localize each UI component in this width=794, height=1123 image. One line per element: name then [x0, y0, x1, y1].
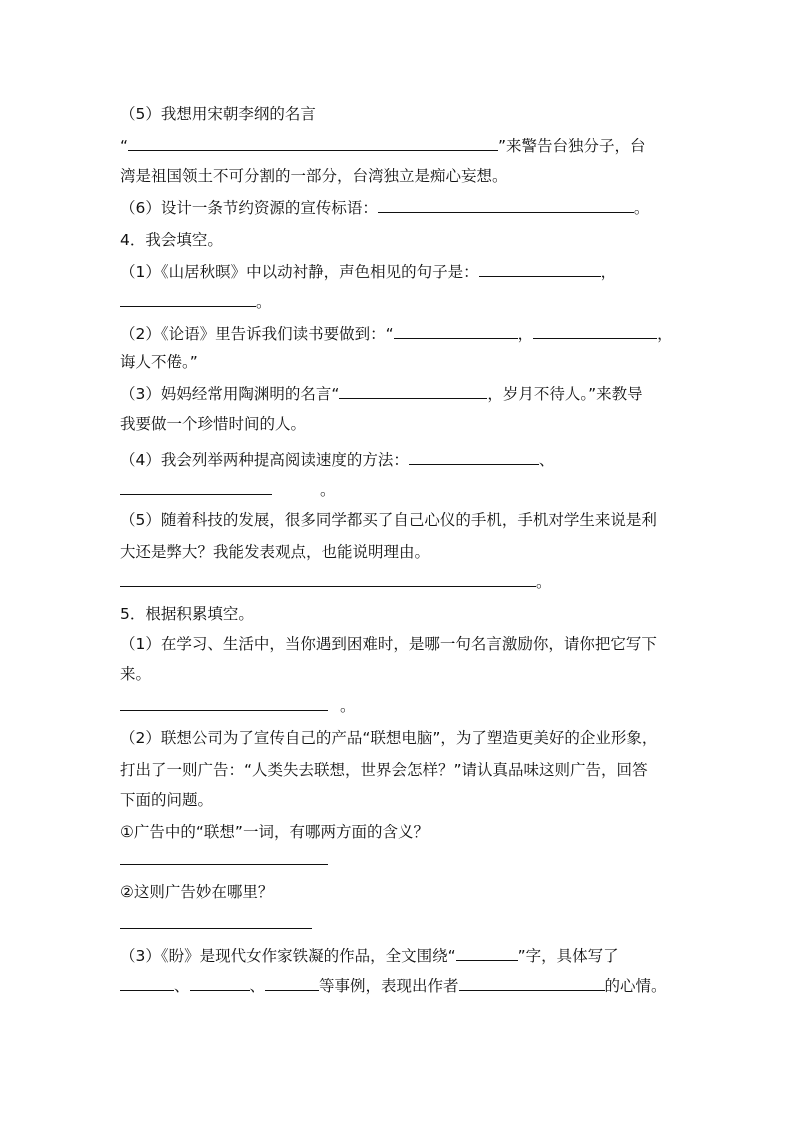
q4-p2-comma2: ， — [657, 325, 673, 343]
answer-blank[interactable] — [120, 696, 328, 711]
q5-p3-mid: 等事例，表现出作者 — [319, 977, 459, 995]
answer-blank[interactable] — [378, 198, 634, 213]
q4-p5-cont: 大还是弊大？我能发表观点，也能说明理由。 — [120, 543, 431, 561]
q3-p6-line — [120, 198, 649, 218]
q5-p2-cont2: 下面的问题。 — [120, 791, 214, 809]
q4-p4-sep: 、 — [538, 451, 555, 469]
q4-p3-after: ，岁月不待人。”来教导 — [487, 385, 643, 403]
q5-p3-end: 的心情。 — [604, 977, 667, 995]
q3-p5-cont: 湾是祖国领土不可分割的一部分，台湾独立是痴心妄想。 — [120, 167, 508, 185]
answer-blank[interactable] — [120, 976, 174, 991]
q5-heading: 5．根据积累填空。 — [120, 605, 254, 623]
answer-blank[interactable] — [409, 450, 539, 465]
q5-p3-sep1: 、 — [174, 977, 190, 995]
answer-blank[interactable] — [120, 572, 536, 587]
q5-p1-end: 。 — [340, 697, 356, 715]
q3-p5-label: （5）我想用宋朝李纲的名言 — [120, 105, 316, 123]
q4-p1-line — [120, 262, 616, 282]
answer-blank[interactable] — [479, 262, 601, 277]
q4-heading: 4．我会填空。 — [120, 231, 223, 249]
q4-p3-label: （3）妈妈经常用陶渊明的名言“ — [120, 385, 340, 403]
q5-p2-sub1-blank-line — [120, 850, 328, 870]
q5-p3-label: （3）《盼》是现代女作家铁凝的作品，全文围绕“ — [120, 947, 456, 965]
open-quote: “ — [120, 137, 129, 155]
q3-p6-end: 。 — [633, 199, 650, 217]
q5-p1-line — [120, 696, 356, 716]
answer-blank[interactable] — [120, 480, 272, 495]
answer-blank[interactable] — [128, 136, 498, 151]
q4-p5-end: 。 — [536, 573, 552, 591]
answer-blank[interactable] — [339, 384, 487, 399]
q5-p2-sub2: ②这则广告妙在哪里？ — [120, 883, 274, 901]
q4-p4-line — [120, 450, 554, 470]
answer-blank[interactable] — [265, 976, 319, 991]
q4-p4-label: （4）我会列举两种提高阅读速度的方法： — [120, 451, 409, 469]
q3-p5-close: ”来警告台独分子，台 — [498, 137, 646, 155]
answer-blank[interactable] — [456, 946, 518, 961]
q3-p6-label: （6）设计一条节约资源的宣传标语： — [120, 199, 378, 217]
answer-blank[interactable] — [190, 976, 250, 991]
q4-p5-label: （5）随着科技的发展，很多同学都买了自己心仪的手机，手机对学生来说是利 — [120, 511, 657, 529]
q4-p3-cont: 我要做一个珍惜时间的人。 — [120, 415, 307, 433]
q5-p3-line — [120, 946, 619, 966]
q4-p4-end: 。 — [320, 481, 336, 499]
q5-p2-cont1: 打出了一则广告：“人类失去联想，世界会怎样？”请认真品味这则广告，回答 — [120, 761, 648, 779]
answer-blank[interactable] — [459, 976, 605, 991]
q5-p3-line2 — [120, 976, 667, 996]
q4-p5-line — [120, 572, 552, 592]
q4-p1-comma: ， — [600, 263, 617, 281]
q4-p2-comma: ， — [517, 325, 534, 343]
answer-blank[interactable] — [120, 914, 312, 929]
q5-p3-sep2: 、 — [249, 977, 266, 995]
q5-p1-cont: 来。 — [120, 665, 152, 683]
q4-p2-cont: 诲人不倦。” — [120, 353, 198, 371]
q4-p1-line2 — [120, 292, 272, 312]
answer-blank[interactable] — [533, 324, 657, 339]
q4-p2-label: （2）《论语》里告诉我们读书要做到：“ — [120, 325, 394, 343]
q5-p2-sub2-blank-line — [120, 914, 312, 934]
q4-p3-line — [120, 384, 643, 404]
answer-blank[interactable] — [120, 292, 256, 307]
answer-blank[interactable] — [394, 324, 518, 339]
q4-p1-end: 。 — [256, 293, 272, 311]
answer-blank[interactable] — [120, 850, 328, 865]
q5-p1-label: （1）在学习、生活中，当你遇到困难时，是哪一句名言激励你，请你把它写下 — [120, 635, 657, 653]
q5-p2-label: （2）联想公司为了宣传自己的产品“联想电脑”，为了塑造更美好的企业形象， — [120, 729, 658, 747]
q4-p1-label: （1）《山居秋暝》中以动衬静，声色相见的句子是： — [120, 263, 479, 281]
q5-p3-after: ”字，具体写了 — [517, 947, 619, 965]
q4-p4-line2 — [120, 480, 336, 500]
q4-p2-line — [120, 324, 673, 344]
q3-p5-line — [120, 136, 646, 156]
q5-p2-sub1: ①广告中的“联想”一词，有哪两方面的含义？ — [120, 823, 429, 841]
